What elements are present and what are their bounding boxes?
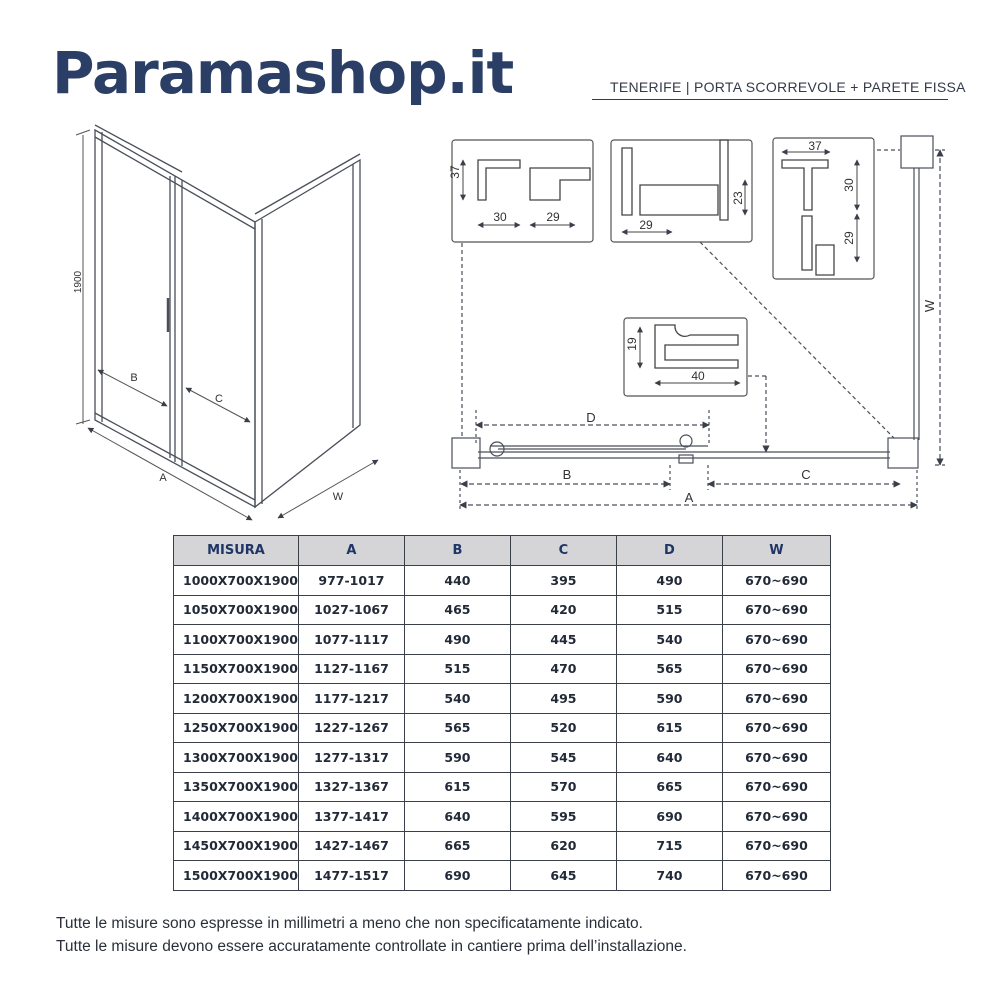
table-cell-d: 565 <box>616 654 722 684</box>
height-label: 1900 <box>73 270 84 294</box>
table-cell-w: 670~690 <box>722 566 830 596</box>
dimensions-table <box>173 535 831 891</box>
plan-label-b: B <box>562 467 572 482</box>
table-cell-c: 445 <box>510 625 616 655</box>
table-cell-c: 495 <box>510 684 616 714</box>
table-cell-w: 670~690 <box>722 595 830 625</box>
note-line: Tutte le misure devono essere accuratamente controllate in cantiere prima dell’installazione. <box>56 938 687 955</box>
table-row <box>174 625 831 655</box>
table-row <box>174 743 831 773</box>
table-cell-d: 640 <box>616 743 722 773</box>
table-cell-misura: 1350X700X1900 <box>174 772 299 802</box>
table-cell-d: 665 <box>616 772 722 802</box>
col-header-w: W <box>722 536 830 566</box>
table-cell-misura: 1250X700X1900 <box>174 713 299 743</box>
detail1-w1: 30 <box>493 210 507 224</box>
table-cell-w: 670~690 <box>722 654 830 684</box>
table-cell-a: 1227-1267 <box>298 713 404 743</box>
detail2-w: 29 <box>639 218 653 232</box>
table-cell-b: 615 <box>404 772 510 802</box>
table-row <box>174 831 831 861</box>
table-cell-misura: 1000X700X1900 <box>174 566 299 596</box>
table-cell-b: 465 <box>404 595 510 625</box>
table-row <box>174 654 831 684</box>
table-cell-c: 570 <box>510 772 616 802</box>
table-row <box>174 861 831 891</box>
table-cell-d: 490 <box>616 566 722 596</box>
table-cell-misura: 1050X700X1900 <box>174 595 299 625</box>
detail2-h: 23 <box>731 191 745 205</box>
table-cell-b: 490 <box>404 625 510 655</box>
iso-label-w: W <box>332 491 344 503</box>
table-cell-c: 595 <box>510 802 616 832</box>
col-header-a: A <box>298 536 404 566</box>
table-cell-d: 715 <box>616 831 722 861</box>
plan-label-a: A <box>684 490 694 505</box>
table-cell-a: 1477-1517 <box>298 861 404 891</box>
table-cell-c: 645 <box>510 861 616 891</box>
col-header-misura: MISURA <box>174 536 299 566</box>
table-cell-b: 665 <box>404 831 510 861</box>
detail3-w: 37 <box>808 139 822 153</box>
table-cell-b: 690 <box>404 861 510 891</box>
table-cell-d: 540 <box>616 625 722 655</box>
iso-label-b: B <box>130 372 138 384</box>
table-cell-w: 670~690 <box>722 743 830 773</box>
notes <box>56 912 687 958</box>
table-row <box>174 595 831 625</box>
plan-label-d: D <box>586 410 596 425</box>
table-cell-d: 615 <box>616 713 722 743</box>
detail1-w2: 29 <box>546 210 560 224</box>
table-row <box>174 566 831 596</box>
plan-label-w: W <box>922 299 937 313</box>
table-cell-d: 590 <box>616 684 722 714</box>
detail-box-4 <box>624 318 747 396</box>
table-cell-misura: 1200X700X1900 <box>174 684 299 714</box>
table-cell-w: 670~690 <box>722 625 830 655</box>
table-body <box>174 566 831 891</box>
iso-label-a: A <box>159 472 167 484</box>
iso-label-c: C <box>215 393 223 405</box>
table-cell-a: 977-1017 <box>298 566 404 596</box>
table-cell-misura: 1500X700X1900 <box>174 861 299 891</box>
table-header-row <box>174 536 831 566</box>
table-cell-w: 670~690 <box>722 831 830 861</box>
table-cell-a: 1327-1367 <box>298 772 404 802</box>
table-row <box>174 684 831 714</box>
table-cell-d: 740 <box>616 861 722 891</box>
table-cell-a: 1077-1117 <box>298 625 404 655</box>
plan-label-c: C <box>801 467 811 482</box>
table-cell-a: 1277-1317 <box>298 743 404 773</box>
table-cell-misura: 1150X700X1900 <box>174 654 299 684</box>
table-cell-d: 515 <box>616 595 722 625</box>
table-cell-b: 440 <box>404 566 510 596</box>
table-cell-c: 420 <box>510 595 616 625</box>
table-cell-c: 470 <box>510 654 616 684</box>
brand-logo: Paramashop.it <box>52 39 514 107</box>
table-cell-a: 1027-1067 <box>298 595 404 625</box>
table-cell-b: 540 <box>404 684 510 714</box>
table-row <box>174 802 831 832</box>
table-cell-b: 640 <box>404 802 510 832</box>
table-cell-misura: 1450X700X1900 <box>174 831 299 861</box>
table-cell-d: 690 <box>616 802 722 832</box>
detail-box-3 <box>773 138 874 279</box>
table-cell-a: 1127-1167 <box>298 654 404 684</box>
table-cell-w: 670~690 <box>722 802 830 832</box>
table-cell-w: 670~690 <box>722 713 830 743</box>
table-cell-c: 395 <box>510 566 616 596</box>
table-row <box>174 772 831 802</box>
table-cell-w: 670~690 <box>722 772 830 802</box>
detail-box-1 <box>452 140 593 242</box>
col-header-b: B <box>404 536 510 566</box>
table-cell-w: 670~690 <box>722 684 830 714</box>
table-cell-c: 620 <box>510 831 616 861</box>
detail4-w: 40 <box>691 369 705 383</box>
isometric-view <box>76 125 378 520</box>
table-cell-a: 1177-1217 <box>298 684 404 714</box>
table-cell-a: 1427-1467 <box>298 831 404 861</box>
detail-box-2 <box>611 140 752 242</box>
detail4-h: 19 <box>625 337 639 351</box>
product-subtitle: TENERIFE | PORTA SCORREVOLE + PARETE FISSA <box>610 79 966 95</box>
table-cell-misura: 1300X700X1900 <box>174 743 299 773</box>
table-row <box>174 713 831 743</box>
table-cell-b: 515 <box>404 654 510 684</box>
detail3-h1: 30 <box>842 178 856 192</box>
table-cell-c: 520 <box>510 713 616 743</box>
detail1-h: 37 <box>448 165 462 179</box>
table-cell-b: 590 <box>404 743 510 773</box>
col-header-c: C <box>510 536 616 566</box>
note-line: Tutte le misure sono espresse in millimetri a meno che non specificatamente indicato. <box>56 915 643 932</box>
col-header-d: D <box>616 536 722 566</box>
table-cell-misura: 1400X700X1900 <box>174 802 299 832</box>
detail3-h2: 29 <box>842 231 856 245</box>
side-panel-outline <box>255 160 360 507</box>
table-cell-b: 565 <box>404 713 510 743</box>
table-cell-w: 670~690 <box>722 861 830 891</box>
table-cell-c: 545 <box>510 743 616 773</box>
table-cell-misura: 1100X700X1900 <box>174 625 299 655</box>
table-cell-a: 1377-1417 <box>298 802 404 832</box>
